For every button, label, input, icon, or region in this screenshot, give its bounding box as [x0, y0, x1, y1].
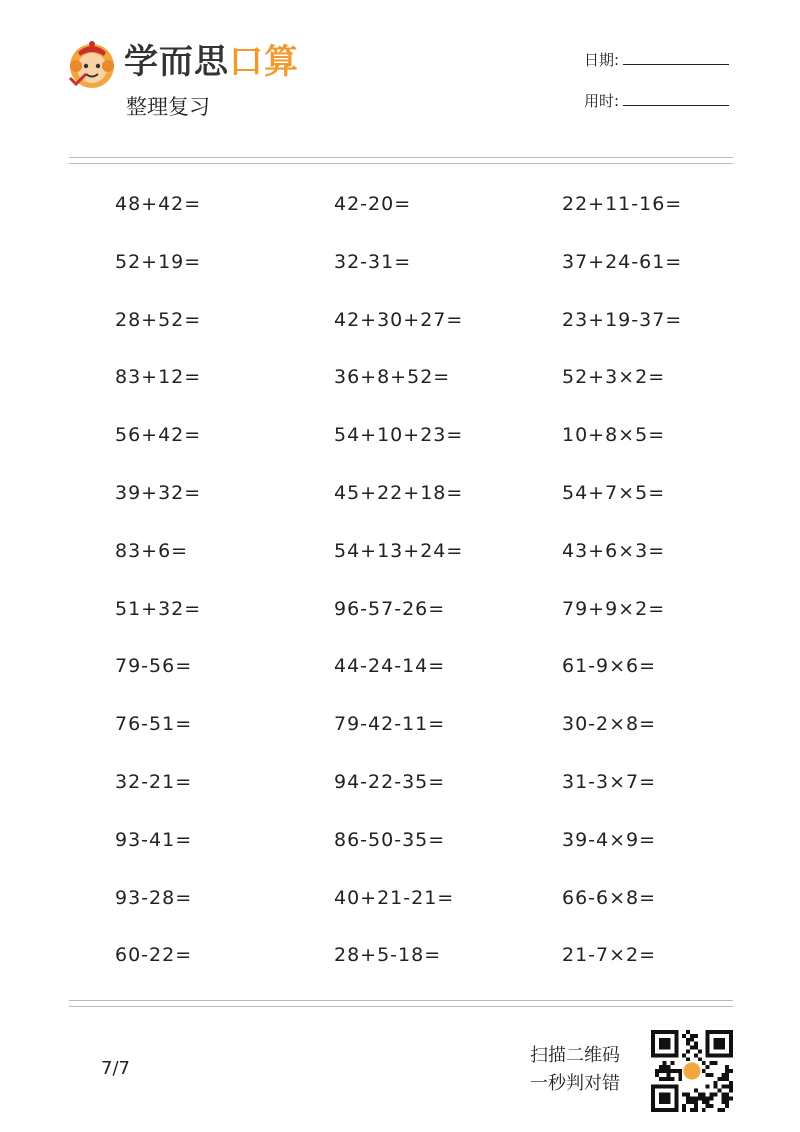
problem-item: 10+8×5= — [562, 424, 666, 446]
problem-item: 54+7×5= — [562, 482, 666, 504]
date-field[interactable] — [584, 48, 729, 71]
problem-item: 66-6×8= — [562, 887, 657, 909]
problem-item: 45+22+18= — [334, 482, 464, 504]
time-label: 用时: — [584, 92, 620, 110]
problem-item: 22+11-16= — [562, 193, 683, 215]
problem-item: 96-57-26= — [334, 598, 446, 620]
page-footer — [0, 1010, 800, 1132]
date-blank[interactable] — [623, 48, 729, 65]
problem-item: 54+10+23= — [334, 424, 464, 446]
bottom-divider-inner — [69, 1006, 733, 1007]
problem-item: 56+42= — [115, 424, 202, 446]
problem-item: 93-28= — [115, 887, 193, 909]
scan-instructions — [530, 1042, 620, 1098]
problem-item: 83+6= — [115, 540, 189, 562]
problem-item: 79-42-11= — [334, 713, 446, 735]
problem-item: 79+9×2= — [562, 598, 666, 620]
problem-item: 93-41= — [115, 829, 193, 851]
monkey-logo-icon — [66, 38, 118, 90]
problem-item: 52+3×2= — [562, 366, 666, 388]
problem-item: 39+32= — [115, 482, 202, 504]
date-label: 日期: — [584, 51, 620, 69]
problem-item: 36+8+52= — [334, 366, 451, 388]
problem-item: 32-31= — [334, 251, 412, 273]
problem-item: 43+6×3= — [562, 540, 666, 562]
problem-item: 79-56= — [115, 655, 193, 677]
scan-line-2: 一秒判对错 — [530, 1073, 620, 1094]
problem-item: 23+19-37= — [562, 309, 683, 331]
brand-main: 学而思 — [124, 42, 229, 82]
page-header — [0, 0, 800, 160]
problem-item: 28+52= — [115, 309, 202, 331]
problem-item: 44-24-14= — [334, 655, 446, 677]
scan-line-1: 扫描二维码 — [530, 1045, 620, 1066]
problem-item: 94-22-35= — [334, 771, 446, 793]
time-field[interactable] — [584, 89, 729, 112]
problem-item: 60-22= — [115, 944, 193, 966]
page-number: 7/7 — [101, 1058, 130, 1079]
brand-title — [124, 40, 299, 84]
qr-code-icon[interactable] — [651, 1030, 733, 1112]
problem-item: 76-51= — [115, 713, 193, 735]
brand-accent: 口算 — [229, 42, 299, 82]
problem-item: 54+13+24= — [334, 540, 464, 562]
problem-item: 40+21-21= — [334, 887, 455, 909]
top-divider-inner — [69, 163, 733, 164]
problem-item: 21-7×2= — [562, 944, 657, 966]
time-blank[interactable] — [623, 89, 729, 106]
worksheet-subtitle: 整理复习 — [126, 95, 210, 119]
problem-item: 86-50-35= — [334, 829, 446, 851]
problem-item: 31-3×7= — [562, 771, 657, 793]
problem-item: 61-9×6= — [562, 655, 657, 677]
top-divider — [69, 157, 733, 158]
problem-item: 48+42= — [115, 193, 202, 215]
problem-item: 30-2×8= — [562, 713, 657, 735]
problem-item: 42+30+27= — [334, 309, 464, 331]
problem-item: 42-20= — [334, 193, 412, 215]
problem-item: 52+19= — [115, 251, 202, 273]
problem-item: 39-4×9= — [562, 829, 657, 851]
problem-item: 32-21= — [115, 771, 193, 793]
problem-item: 28+5-18= — [334, 944, 442, 966]
problem-item: 37+24-61= — [562, 251, 683, 273]
bottom-divider — [69, 1000, 733, 1001]
problem-item: 51+32= — [115, 598, 202, 620]
problem-item: 83+12= — [115, 366, 202, 388]
